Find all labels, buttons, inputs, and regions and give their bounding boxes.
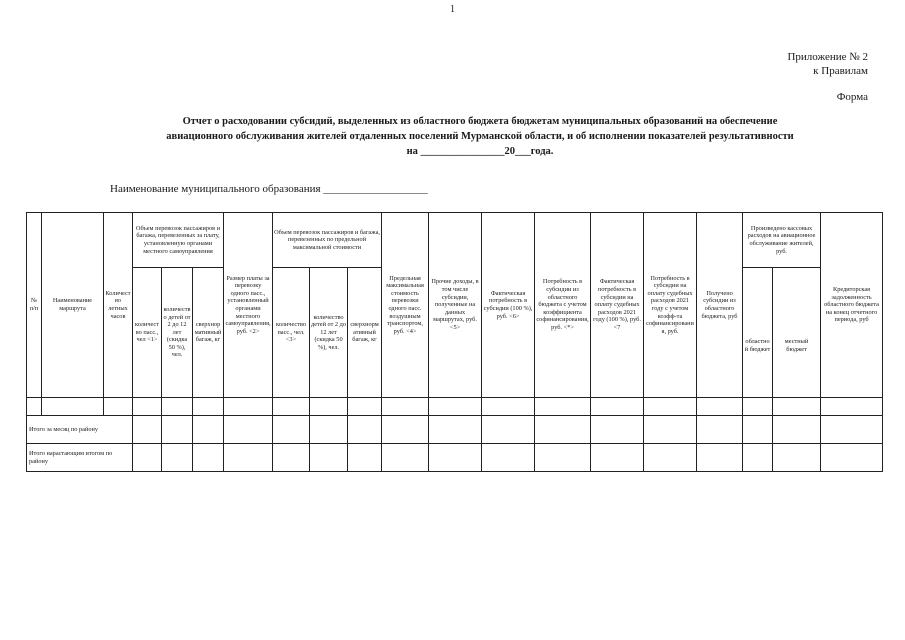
header-creditor: Кредиторская задолженность областного бюджета на конец отчетного периода, руб	[821, 213, 883, 398]
report-title	[100, 114, 860, 159]
header-group-local-fare: Объем перевозок пассажиров и багажа, перевезенных за плату, установленную органами местного самоуправления	[133, 213, 224, 268]
header-g2-children: количество детей от 2 до 12 лет (скидка 50 %), чел.	[310, 268, 348, 398]
header-need-2021: Потребность в субсидии на оплату судебных расходов 2021 году с учетом коэфф-та софинансирования, руб.	[644, 213, 697, 398]
title-line-1: Отчет о расходовании субсидий, выделенных из областного бюджета бюджетам муниципальных образований на обеспечение	[182, 116, 778, 127]
header-actual-need: Фактическая потребность в субсидии (100 %), руб. <6>	[482, 213, 535, 398]
header-g1-children: количество детей от 2 до 12 лет (скидка 50 %), чел.	[162, 268, 193, 398]
header-g1-baggage: сверхнормативный багаж, кг	[193, 268, 224, 398]
header-g3-regional: областной бюджет	[743, 295, 773, 398]
table-row-cumulative-total	[27, 444, 883, 472]
header-g2-baggage: сверхнормативный багаж, кг	[348, 268, 382, 398]
header-g2-passengers: количество пасс., чел. <3>	[273, 268, 310, 398]
header-max-cost: Предельная максимальная стоимость перевозки одного пасс. воздушным транспортом, руб. <4>	[382, 213, 429, 398]
form-label: Форма	[836, 91, 868, 103]
header-received: Получено субсидии из областного бюджета, руб	[697, 213, 743, 398]
header-num: № п/п	[27, 213, 42, 398]
municipality-label: Наименование муниципального образования ___________________	[110, 183, 428, 195]
row-label-cumulative-total: Итого нарастающим итогом по району	[27, 444, 133, 472]
header-route: Наименование маршрута	[42, 213, 104, 398]
row-label-monthly-total: Итого за месяц по району	[27, 416, 133, 444]
appendix-line-2: к Правилам	[813, 65, 868, 77]
title-line-3: на ________________20___года.	[406, 146, 554, 157]
header-group-max-cost: Объем перевозок пассажиров и багажа, перевезенных по предельной максимальной стоимости	[273, 213, 382, 268]
table-row-empty	[27, 398, 883, 416]
appendix-line-1: Приложение № 2	[787, 51, 868, 63]
page-number: 1	[450, 4, 455, 15]
header-g1-passengers: количество пасс., чел <1>	[133, 268, 162, 398]
header-g3-spacer-1	[743, 268, 773, 295]
header-g3-local: местный бюджет	[773, 295, 821, 398]
header-other-income: Прочие доходы, в том числе субсидии, полученные на данных маршрутах, руб. <5>	[429, 213, 482, 398]
title-line-2: авиационного обслуживания жителей отдаленных поселений Мурманской области, и об исполнении показателей результативности	[166, 131, 794, 142]
header-g3-spacer-2	[773, 268, 821, 295]
header-hours: Количество летных часов	[104, 213, 133, 398]
header-fare: Размер платы за перевозку одного пасс., установленный органами местного самоуправления, руб. <2>	[224, 213, 273, 398]
appendix-label	[787, 50, 868, 78]
header-actual-2021: Фактическая потребность в субсидии на оплату судебных расходов 2021 году (100 %), руб. <7	[591, 213, 644, 398]
report-table	[26, 212, 883, 472]
header-need-cofinancing: Потребность в субсидии из областного бюджета с учетом коэффициента софинансирования, руб. <*>	[535, 213, 591, 398]
table-row-monthly-total	[27, 416, 883, 444]
header-group-cash-expenses: Произведено кассовых расходов на авиационное обслуживание жителей, руб.	[743, 213, 821, 268]
